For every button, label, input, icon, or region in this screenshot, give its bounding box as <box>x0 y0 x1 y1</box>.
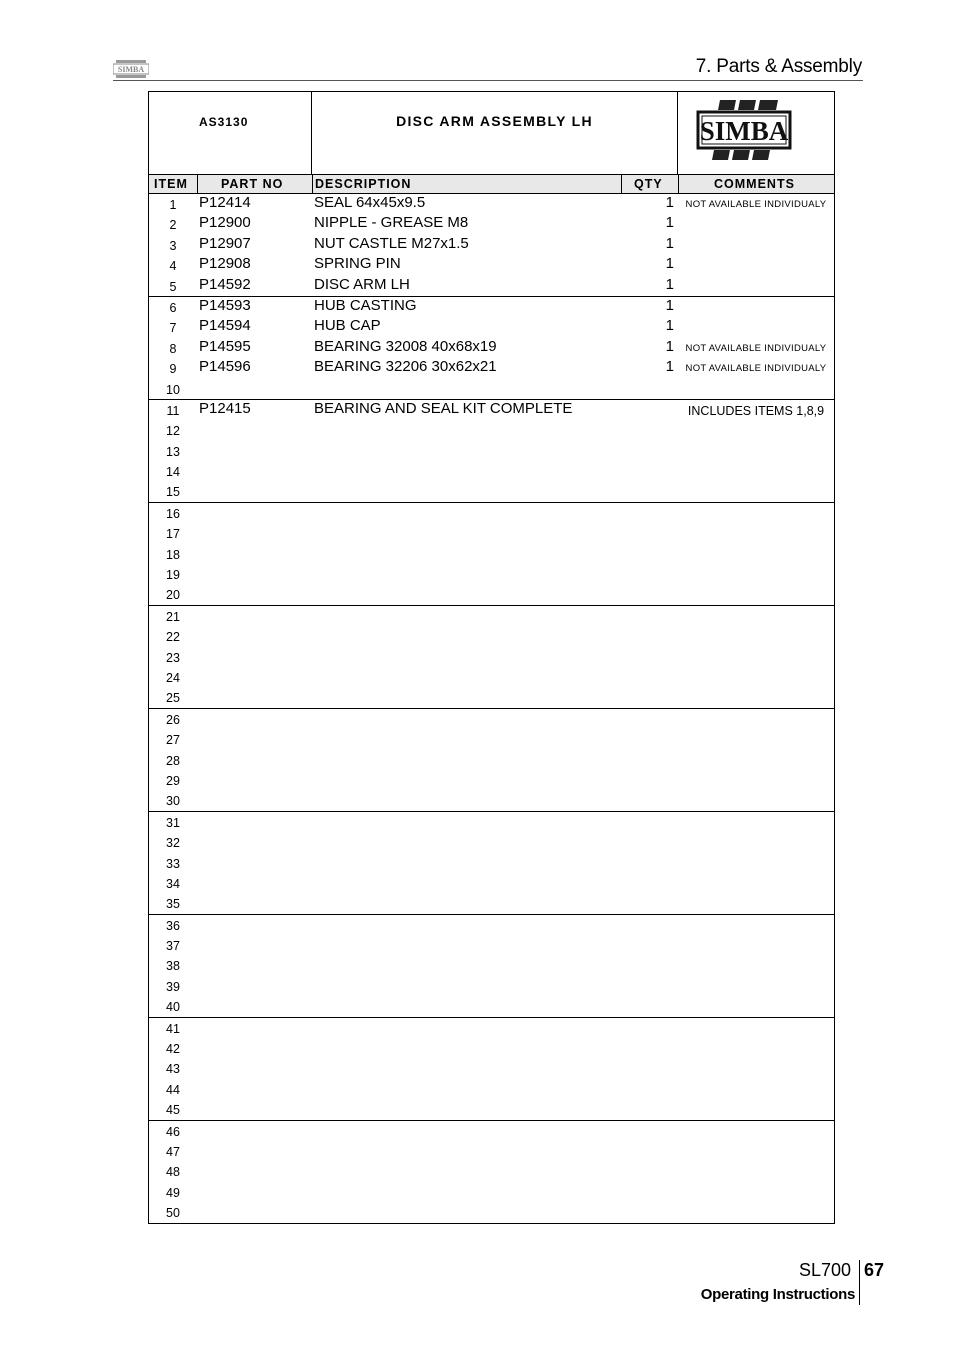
table-row <box>149 1121 834 1141</box>
table-title-block <box>149 92 834 175</box>
part-number: P14593 <box>199 296 251 314</box>
item-number: 24 <box>166 670 180 685</box>
item-number: 20 <box>166 588 180 603</box>
table-row <box>149 709 834 729</box>
item-number: 28 <box>166 753 180 768</box>
table-row <box>149 667 834 687</box>
quantity: 1 <box>665 296 674 314</box>
table-row <box>149 853 834 873</box>
col-part-no: PART NO <box>221 177 284 191</box>
table-row <box>149 750 834 770</box>
item-number: 46 <box>166 1124 180 1139</box>
part-number: P14592 <box>199 275 251 293</box>
table-row <box>149 338 834 358</box>
item-number: 2 <box>169 218 177 233</box>
row-group <box>149 915 834 1018</box>
item-number: 47 <box>166 1144 180 1159</box>
item-number: 10 <box>166 382 180 397</box>
table-row <box>149 770 834 790</box>
table-row <box>149 400 834 420</box>
footer-divider <box>859 1260 860 1305</box>
item-number: 9 <box>169 362 177 377</box>
quantity: 1 <box>665 214 674 232</box>
item-number: 50 <box>166 1206 180 1221</box>
row-group <box>149 400 834 503</box>
table-row <box>149 523 834 543</box>
item-number: 25 <box>166 691 180 706</box>
item-number: 41 <box>166 1021 180 1036</box>
table-row <box>149 893 834 913</box>
item-number: 1 <box>169 198 177 212</box>
quantity: 1 <box>665 194 674 211</box>
item-number: 8 <box>169 341 177 356</box>
table-row <box>149 276 834 296</box>
table-row <box>149 503 834 523</box>
comment: INCLUDES ITEMS 1,8,9 <box>687 403 825 418</box>
part-number: P12900 <box>199 214 251 232</box>
table-row <box>149 626 834 646</box>
simba-logo-small <box>113 60 149 78</box>
table-row <box>149 544 834 564</box>
column-header-row <box>149 175 834 194</box>
table-row <box>149 1018 834 1038</box>
table-row <box>149 606 834 626</box>
quantity: 1 <box>665 317 674 335</box>
table-body <box>149 194 834 1223</box>
table-row <box>149 955 834 975</box>
item-number: 15 <box>166 485 180 500</box>
part-number: P14594 <box>199 317 251 335</box>
row-group <box>149 709 834 812</box>
table-row <box>149 1141 834 1161</box>
table-row <box>149 915 834 935</box>
item-number: 39 <box>166 979 180 994</box>
section-title: 7. Parts & Assembly <box>695 56 862 77</box>
table-row <box>149 564 834 584</box>
item-number: 16 <box>166 506 180 521</box>
row-group <box>149 1018 834 1121</box>
svg-text:SIMBA: SIMBA <box>117 65 145 74</box>
table-row <box>149 1182 834 1202</box>
part-number: P12414 <box>199 194 251 211</box>
quantity: 1 <box>665 275 674 293</box>
table-row <box>149 1038 834 1058</box>
quantity: 1 <box>665 358 674 376</box>
item-number: 11 <box>166 403 180 418</box>
description: HUB CAP <box>314 317 381 335</box>
quantity: 1 <box>665 337 674 355</box>
item-number: 12 <box>166 424 180 439</box>
header-rule <box>113 80 863 81</box>
table-row <box>149 790 834 810</box>
footer-subtitle: Operating Instructions <box>700 1286 855 1303</box>
table-row <box>149 647 834 667</box>
col-item: ITEM <box>154 177 188 191</box>
item-number: 4 <box>169 259 177 274</box>
table-row <box>149 1099 834 1119</box>
table-row <box>149 1202 834 1222</box>
description: BEARING 32206 30x62x21 <box>314 358 497 376</box>
comment: NOT AVAILABLE INDIVIDUALY <box>685 342 827 354</box>
table-row <box>149 976 834 996</box>
row-group <box>149 297 834 400</box>
part-number: P12415 <box>199 399 251 417</box>
quantity: 1 <box>665 255 674 273</box>
item-number: 34 <box>166 876 180 891</box>
description: NUT CASTLE M27x1.5 <box>314 234 469 252</box>
item-number: 3 <box>169 238 177 253</box>
table-row <box>149 379 834 399</box>
description: SPRING PIN <box>314 255 401 273</box>
row-group <box>149 812 834 915</box>
item-number: 23 <box>166 650 180 665</box>
description: HUB CASTING <box>314 296 417 314</box>
parts-table <box>148 91 835 1224</box>
item-number: 19 <box>166 568 180 583</box>
col-qty: QTY <box>634 177 663 191</box>
item-number: 44 <box>166 1082 180 1097</box>
row-group <box>149 606 834 709</box>
svg-text:SIMBA: SIMBA <box>699 116 789 146</box>
table-row <box>149 584 834 604</box>
table-row <box>149 255 834 275</box>
table-row <box>149 1058 834 1078</box>
table-row <box>149 873 834 893</box>
comment: NOT AVAILABLE INDIVIDUALY <box>685 199 827 210</box>
item-number: 14 <box>166 465 180 480</box>
table-row <box>149 214 834 234</box>
item-number: 33 <box>166 856 180 871</box>
table-row <box>149 194 834 214</box>
item-number: 7 <box>169 321 177 336</box>
comment: NOT AVAILABLE INDIVIDUALY <box>685 363 827 375</box>
item-number: 36 <box>166 918 180 933</box>
item-number: 43 <box>166 1062 180 1077</box>
simba-logo <box>694 98 794 162</box>
row-group <box>149 1121 834 1223</box>
part-number: P12908 <box>199 255 251 273</box>
quantity: 1 <box>665 234 674 252</box>
table-row <box>149 1161 834 1181</box>
table-row <box>149 358 834 378</box>
description: BEARING 32008 40x68x19 <box>314 337 497 355</box>
item-number: 18 <box>166 547 180 562</box>
item-number: 17 <box>166 527 180 542</box>
item-number: 13 <box>166 444 180 459</box>
item-number: 35 <box>166 897 180 912</box>
item-number: 29 <box>166 773 180 788</box>
table-row <box>149 461 834 481</box>
description: BEARING AND SEAL KIT COMPLETE <box>314 399 573 417</box>
item-number: 22 <box>166 630 180 645</box>
table-row <box>149 812 834 832</box>
col-description: DESCRIPTION <box>315 177 412 191</box>
assembly-title: DISC ARM ASSEMBLY LH <box>396 113 593 129</box>
table-row <box>149 420 834 440</box>
table-row <box>149 935 834 955</box>
part-number: P14595 <box>199 337 251 355</box>
row-group <box>149 194 834 297</box>
part-number: P14596 <box>199 358 251 376</box>
table-row <box>149 996 834 1016</box>
assembly-code: AS3130 <box>199 115 249 129</box>
table-row <box>149 441 834 461</box>
item-number: 38 <box>166 959 180 974</box>
item-number: 48 <box>166 1165 180 1180</box>
item-number: 26 <box>166 712 180 727</box>
item-number: 49 <box>166 1185 180 1200</box>
model-number: SL700 <box>799 1260 852 1280</box>
table-row <box>149 1079 834 1099</box>
table-row <box>149 317 834 337</box>
item-number: 45 <box>166 1103 180 1118</box>
description: SEAL 64x45x9.5 <box>314 194 426 211</box>
item-number: 40 <box>166 1000 180 1015</box>
table-row <box>149 687 834 707</box>
item-number: 32 <box>166 836 180 851</box>
description: NIPPLE - GREASE M8 <box>314 214 469 232</box>
item-number: 27 <box>166 733 180 748</box>
table-row <box>149 481 834 501</box>
col-comments: COMMENTS <box>714 177 795 191</box>
row-group <box>149 503 834 606</box>
table-row <box>149 235 834 255</box>
description: DISC ARM LH <box>314 275 410 293</box>
table-row <box>149 297 834 317</box>
page-number: 67 <box>864 1260 885 1280</box>
table-row <box>149 832 834 852</box>
item-number: 5 <box>169 279 177 294</box>
item-number: 37 <box>166 939 180 954</box>
item-number: 21 <box>166 609 180 624</box>
item-number: 42 <box>166 1042 180 1057</box>
item-number: 6 <box>169 300 177 315</box>
item-number: 31 <box>166 815 180 830</box>
item-number: 30 <box>166 794 180 809</box>
part-number: P12907 <box>199 234 251 252</box>
table-row <box>149 729 834 749</box>
